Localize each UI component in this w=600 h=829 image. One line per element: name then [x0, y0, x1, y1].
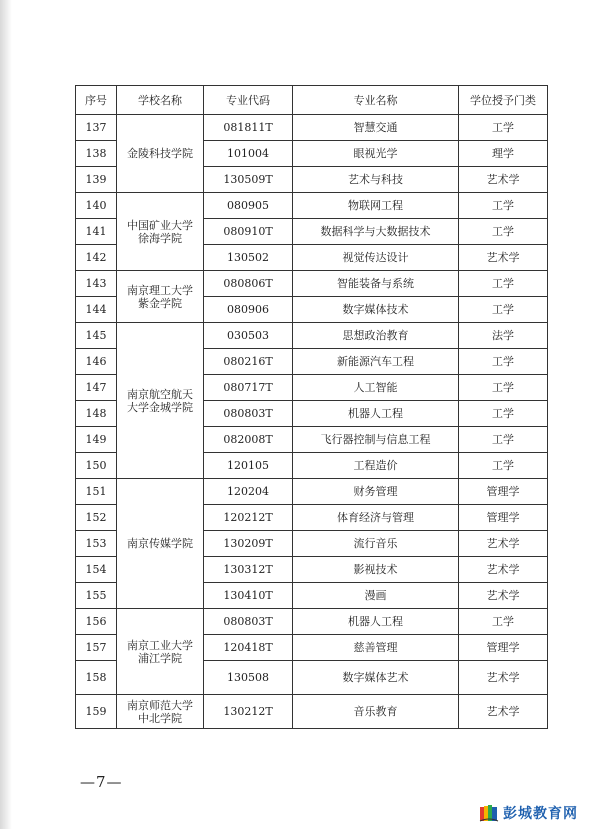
degree-category: 工学: [459, 427, 548, 453]
major-code: 080803T: [204, 401, 293, 427]
row-index: 155: [76, 583, 117, 609]
major-code: 130508: [204, 661, 293, 695]
degree-category: 艺术学: [459, 557, 548, 583]
major-code: 030503: [204, 323, 293, 349]
table-row: [76, 271, 548, 297]
table-header-row: [76, 86, 548, 115]
table-row: [76, 115, 548, 141]
row-index: 139: [76, 167, 117, 193]
row-index: 156: [76, 609, 117, 635]
row-index: 141: [76, 219, 117, 245]
school-name: 南京师范大学 中北学院: [117, 695, 204, 729]
school-name: 金陵科技学院: [117, 115, 204, 193]
table-row: [76, 479, 548, 505]
major-name: 人工智能: [293, 375, 459, 401]
major-code: 080717T: [204, 375, 293, 401]
major-name: 数据科学与大数据技术: [293, 219, 459, 245]
degree-category: 艺术学: [459, 695, 548, 729]
school-name: 南京理工大学 紫金学院: [117, 271, 204, 323]
major-name: 财务管理: [293, 479, 459, 505]
degree-category: 工学: [459, 271, 548, 297]
school-name: 南京工业大学 浦江学院: [117, 609, 204, 695]
degree-category: 管理学: [459, 635, 548, 661]
degree-category: 管理学: [459, 479, 548, 505]
major-name: 艺术与科技: [293, 167, 459, 193]
major-name: 机器人工程: [293, 609, 459, 635]
row-index: 137: [76, 115, 117, 141]
major-code: 081811T: [204, 115, 293, 141]
table-row: [76, 609, 548, 635]
major-code: 130502: [204, 245, 293, 271]
row-index: 149: [76, 427, 117, 453]
row-index: 150: [76, 453, 117, 479]
degree-category: 工学: [459, 453, 548, 479]
page-number: —7—: [80, 773, 123, 791]
degree-category: 工学: [459, 401, 548, 427]
row-index: 151: [76, 479, 117, 505]
major-name: 眼视光学: [293, 141, 459, 167]
major-code: 120204: [204, 479, 293, 505]
row-index: 147: [76, 375, 117, 401]
degree-category: 法学: [459, 323, 548, 349]
degree-category: 工学: [459, 297, 548, 323]
degree-category: 艺术学: [459, 661, 548, 695]
major-code: 120418T: [204, 635, 293, 661]
major-name: 漫画: [293, 583, 459, 609]
major-code: 080803T: [204, 609, 293, 635]
row-index: 153: [76, 531, 117, 557]
degree-category: 管理学: [459, 505, 548, 531]
major-code: 120105: [204, 453, 293, 479]
header-index: 序号: [76, 86, 117, 115]
book-logo-icon: [479, 803, 499, 823]
row-index: 138: [76, 141, 117, 167]
major-name: 慈善管理: [293, 635, 459, 661]
major-name: 机器人工程: [293, 401, 459, 427]
major-code: 080905: [204, 193, 293, 219]
row-index: 157: [76, 635, 117, 661]
major-name: 视觉传达设计: [293, 245, 459, 271]
table-row: [76, 323, 548, 349]
header-school: 学校名称: [117, 86, 204, 115]
degree-category: 艺术学: [459, 531, 548, 557]
major-code: 130209T: [204, 531, 293, 557]
major-name: 影视技术: [293, 557, 459, 583]
major-name: 流行音乐: [293, 531, 459, 557]
major-code: 130312T: [204, 557, 293, 583]
major-code: 101004: [204, 141, 293, 167]
table-row: [76, 695, 548, 729]
scan-edge-shadow: [0, 0, 12, 829]
major-code: 080806T: [204, 271, 293, 297]
row-index: 142: [76, 245, 117, 271]
row-index: 148: [76, 401, 117, 427]
watermark: [479, 801, 599, 825]
degree-category: 理学: [459, 141, 548, 167]
major-name: 智慧交通: [293, 115, 459, 141]
row-index: 158: [76, 661, 117, 695]
major-code: 082008T: [204, 427, 293, 453]
header-code: 专业代码: [204, 86, 293, 115]
degree-category: 艺术学: [459, 583, 548, 609]
row-index: 159: [76, 695, 117, 729]
major-code: 080910T: [204, 219, 293, 245]
major-name: 数字媒体艺术: [293, 661, 459, 695]
row-index: 144: [76, 297, 117, 323]
major-code: 120212T: [204, 505, 293, 531]
header-degree: 学位授予门类: [459, 86, 548, 115]
major-code: 130410T: [204, 583, 293, 609]
header-major: 专业名称: [293, 86, 459, 115]
degree-category: 工学: [459, 375, 548, 401]
major-name: 物联网工程: [293, 193, 459, 219]
major-name: 数字媒体技术: [293, 297, 459, 323]
degree-category: 工学: [459, 219, 548, 245]
major-name: 新能源汽车工程: [293, 349, 459, 375]
row-index: 145: [76, 323, 117, 349]
degree-category: 艺术学: [459, 245, 548, 271]
row-index: 146: [76, 349, 117, 375]
degree-category: 工学: [459, 115, 548, 141]
major-code: 130212T: [204, 695, 293, 729]
majors-table: [75, 85, 548, 729]
major-name: 智能装备与系统: [293, 271, 459, 297]
major-code: 080216T: [204, 349, 293, 375]
major-name: 工程造价: [293, 453, 459, 479]
major-code: 080906: [204, 297, 293, 323]
major-name: 飞行器控制与信息工程: [293, 427, 459, 453]
row-index: 143: [76, 271, 117, 297]
degree-category: 艺术学: [459, 167, 548, 193]
major-name: 音乐教育: [293, 695, 459, 729]
row-index: 140: [76, 193, 117, 219]
degree-category: 工学: [459, 609, 548, 635]
school-name: 中国矿业大学 徐海学院: [117, 193, 204, 271]
degree-category: 工学: [459, 193, 548, 219]
table-body: [76, 115, 548, 729]
table-row: [76, 193, 548, 219]
row-index: 152: [76, 505, 117, 531]
degree-category: 工学: [459, 349, 548, 375]
major-name: 体育经济与管理: [293, 505, 459, 531]
row-index: 154: [76, 557, 117, 583]
watermark-text: 彭城教育网: [503, 806, 578, 822]
school-name: 南京航空航天 大学金城学院: [117, 323, 204, 479]
major-code: 130509T: [204, 167, 293, 193]
major-name: 思想政治教育: [293, 323, 459, 349]
school-name: 南京传媒学院: [117, 479, 204, 609]
